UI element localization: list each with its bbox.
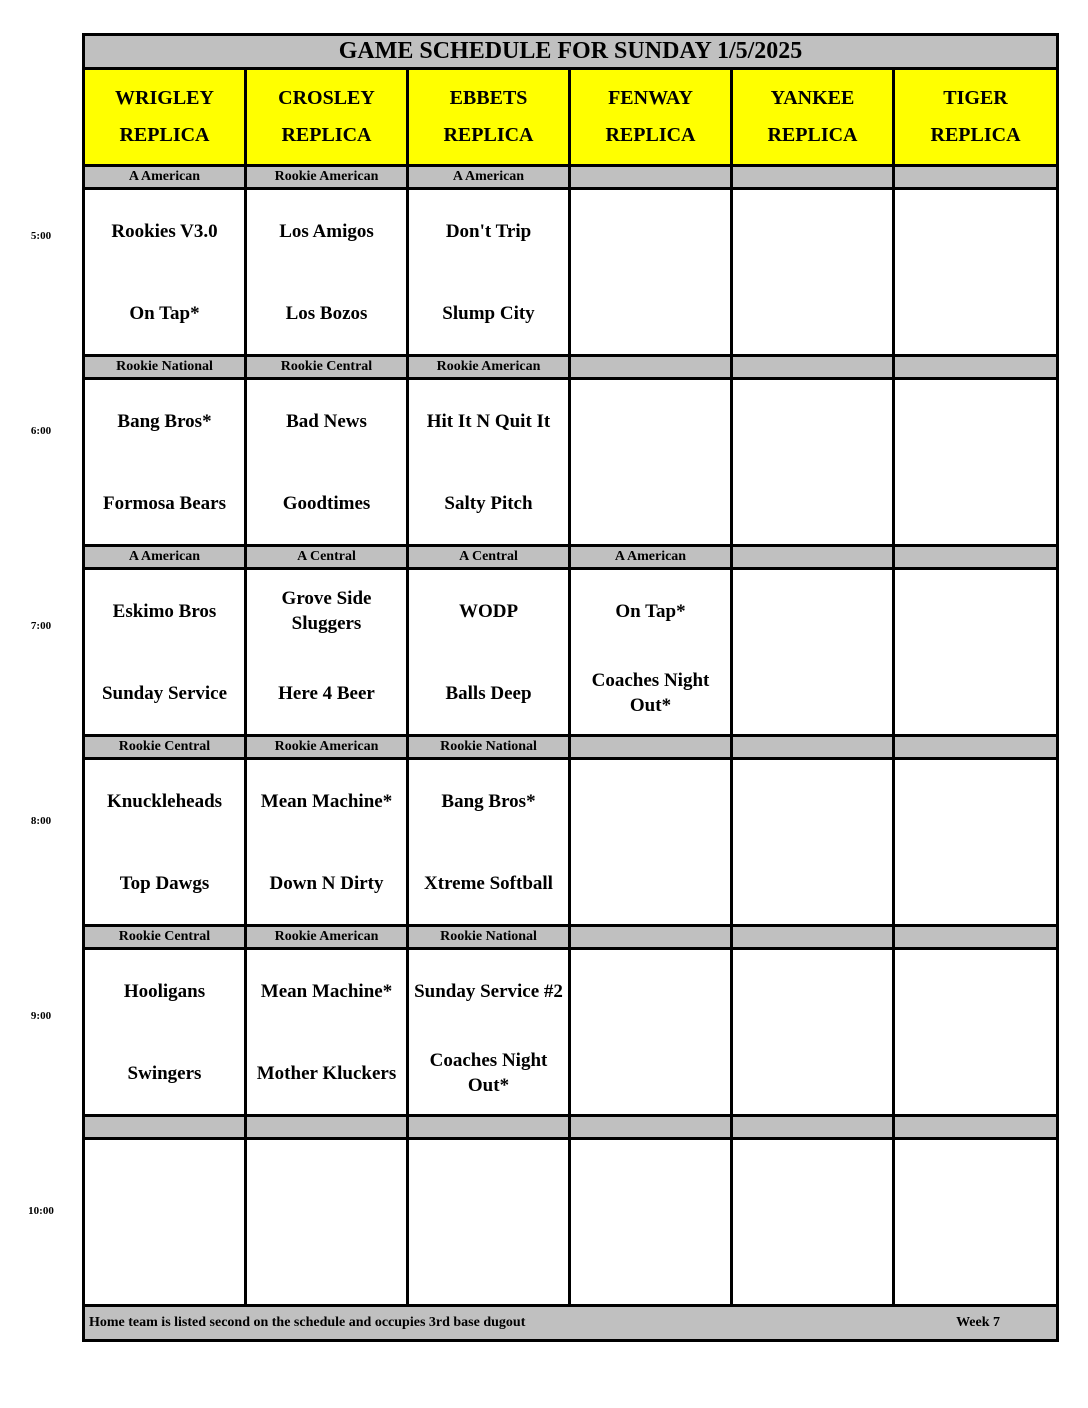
away-team: Grove Side Sluggers (281, 588, 372, 634)
field-header (246, 69, 408, 166)
division-label: Rookie Central (84, 926, 246, 949)
home-team: Top Dawgs (119, 872, 210, 894)
division-label (894, 546, 1058, 569)
footer (84, 1306, 1058, 1341)
home-team (895, 652, 1056, 734)
field-subtitle: REPLICA (767, 124, 858, 146)
away-team (571, 1140, 730, 1222)
field-name: CROSLEY (278, 87, 375, 109)
game-cell (84, 379, 246, 546)
away-team (733, 950, 892, 1032)
home-team (895, 272, 1056, 354)
game-cell (246, 949, 408, 1116)
away-team (571, 950, 730, 1032)
home-team: Coaches Night Out* (591, 670, 710, 716)
division-label (84, 1116, 246, 1139)
away-team (571, 760, 730, 842)
home-team (733, 272, 892, 354)
game-row (84, 379, 1058, 546)
division-label: Rookie American (408, 356, 570, 379)
game-cell (570, 189, 732, 356)
home-team (571, 272, 730, 354)
time-label: 5:00 (30, 230, 52, 242)
game-row (84, 759, 1058, 926)
division-label (732, 926, 894, 949)
home-team: Mother Kluckers (256, 1062, 397, 1084)
home-team: Balls Deep (445, 682, 532, 704)
game-cell (894, 379, 1058, 546)
game-row (84, 949, 1058, 1116)
home-team (733, 652, 892, 734)
home-team (733, 842, 892, 924)
field-header (570, 69, 732, 166)
division-label (732, 356, 894, 379)
game-cell (246, 569, 408, 736)
away-team: Sunday Service #2 (414, 980, 563, 1002)
time-label: 10:00 (28, 1205, 54, 1217)
home-team: Goodtimes (282, 492, 371, 514)
schedule-table (82, 33, 1059, 1342)
game-cell (246, 379, 408, 546)
game-cell (84, 569, 246, 736)
home-team (895, 462, 1056, 544)
game-row (84, 1139, 1058, 1306)
division-label: A American (570, 546, 732, 569)
away-team: Rookies V3.0 (111, 220, 218, 242)
home-team: Slump City (442, 302, 535, 324)
away-team (733, 570, 892, 652)
time-label: 9:00 (30, 1010, 52, 1022)
game-cell (894, 569, 1058, 736)
away-team (85, 1140, 244, 1222)
game-cell (570, 1139, 732, 1306)
home-team (571, 462, 730, 544)
time-label: 6:00 (30, 425, 52, 437)
home-team: Salty Pitch (444, 492, 533, 514)
division-label (570, 736, 732, 759)
game-cell (84, 1139, 246, 1306)
field-name: TIGER (943, 87, 1008, 109)
division-label (732, 166, 894, 189)
footer-note: Home team is listed second on the schedule and occupies 3rd base dugout (89, 1315, 526, 1330)
away-team (895, 950, 1056, 1032)
game-cell (732, 1139, 894, 1306)
away-team (895, 570, 1056, 652)
home-team (247, 1222, 406, 1304)
game-row (84, 189, 1058, 356)
game-cell (894, 189, 1058, 356)
game-cell (732, 569, 894, 736)
game-cell (732, 189, 894, 356)
away-team: Don't Trip (445, 220, 532, 242)
division-label: Rookie National (408, 926, 570, 949)
division-label: A Central (246, 546, 408, 569)
away-team (895, 190, 1056, 272)
game-cell (570, 759, 732, 926)
home-team: Down N Dirty (269, 872, 384, 894)
game-row (84, 569, 1058, 736)
field-name: YANKEE (770, 87, 855, 109)
away-team: Los Amigos (279, 220, 374, 242)
division-label (732, 1116, 894, 1139)
division-row (84, 356, 1058, 379)
division-label: A American (408, 166, 570, 189)
game-cell (732, 949, 894, 1116)
home-team (895, 1222, 1056, 1304)
away-team (895, 1140, 1056, 1222)
division-label: A American (84, 166, 246, 189)
home-team: Sunday Service (101, 682, 228, 704)
game-cell (894, 759, 1058, 926)
division-label (732, 546, 894, 569)
home-team (571, 1222, 730, 1304)
division-label (246, 1116, 408, 1139)
division-label (570, 356, 732, 379)
game-cell (570, 379, 732, 546)
home-team: Formosa Bears (103, 492, 226, 514)
division-label (570, 926, 732, 949)
field-subtitle: REPLICA (119, 124, 210, 146)
field-header (408, 69, 570, 166)
game-cell (84, 759, 246, 926)
home-team (85, 1222, 244, 1304)
division-row (84, 736, 1058, 759)
division-label: Rookie American (246, 166, 408, 189)
away-team: Bang Bros* (117, 410, 212, 432)
away-team (733, 760, 892, 842)
home-team (733, 462, 892, 544)
away-team (409, 1140, 568, 1222)
home-team: Swingers (127, 1062, 202, 1084)
away-team: Mean Machine* (260, 790, 393, 812)
away-team (895, 380, 1056, 462)
division-label: Rookie American (246, 736, 408, 759)
home-team (733, 1222, 892, 1304)
division-label (732, 736, 894, 759)
away-team (733, 190, 892, 272)
game-cell (246, 759, 408, 926)
away-team (733, 1140, 892, 1222)
game-cell (732, 379, 894, 546)
away-team: Knuckleheads (106, 790, 223, 812)
game-cell (84, 949, 246, 1116)
away-team: Eskimo Bros (112, 600, 217, 622)
time-column (0, 0, 82, 1408)
away-team: On Tap* (615, 600, 686, 622)
game-cell (894, 949, 1058, 1116)
away-team (571, 190, 730, 272)
away-team: Bad News (286, 410, 367, 432)
field-header (84, 69, 246, 166)
division-label (894, 736, 1058, 759)
game-cell (246, 1139, 408, 1306)
home-team: Los Bozos (285, 302, 368, 324)
division-label: A Central (408, 546, 570, 569)
division-label (894, 356, 1058, 379)
time-label: 8:00 (30, 815, 52, 827)
game-cell (84, 189, 246, 356)
division-label: Rookie American (246, 926, 408, 949)
division-row (84, 1116, 1058, 1139)
game-cell (570, 569, 732, 736)
division-label (570, 1116, 732, 1139)
game-cell (894, 1139, 1058, 1306)
home-team: On Tap* (129, 302, 200, 324)
away-team (895, 760, 1056, 842)
division-label: Rookie National (84, 356, 246, 379)
home-team: Coaches Night Out* (429, 1050, 548, 1096)
division-label: Rookie Central (246, 356, 408, 379)
division-label (570, 166, 732, 189)
division-row (84, 166, 1058, 189)
division-label (408, 1116, 570, 1139)
home-team (571, 1032, 730, 1114)
division-label (894, 166, 1058, 189)
game-cell (408, 1139, 570, 1306)
field-subtitle: REPLICA (930, 124, 1021, 146)
field-name: WRIGLEY (115, 87, 214, 109)
home-team (733, 1032, 892, 1114)
away-team: Hooligans (123, 980, 206, 1002)
division-label (894, 926, 1058, 949)
game-cell (408, 949, 570, 1116)
home-team: Xtreme Softball (424, 872, 553, 894)
game-cell (570, 949, 732, 1116)
away-team (733, 380, 892, 462)
division-label (894, 1116, 1058, 1139)
division-row (84, 926, 1058, 949)
game-cell (408, 759, 570, 926)
game-cell (246, 189, 408, 356)
home-team (895, 1032, 1056, 1114)
away-team: WODP (458, 600, 519, 622)
field-header (894, 69, 1058, 166)
field-subtitle: REPLICA (605, 124, 696, 146)
division-label: Rookie Central (84, 736, 246, 759)
week-label: Week 7 (956, 1315, 1001, 1330)
division-label: Rookie National (408, 736, 570, 759)
game-cell (408, 189, 570, 356)
game-cell (408, 379, 570, 546)
away-team: Hit It N Quit It (426, 410, 551, 432)
division-row (84, 546, 1058, 569)
away-team (571, 380, 730, 462)
home-team (409, 1222, 568, 1304)
page-title: GAME SCHEDULE FOR SUNDAY 1/5/2025 (84, 35, 1058, 69)
field-name: FENWAY (608, 87, 693, 109)
home-team: Here 4 Beer (278, 682, 375, 704)
game-cell (408, 569, 570, 736)
away-team (247, 1140, 406, 1222)
away-team: Bang Bros* (441, 790, 536, 812)
field-subtitle: REPLICA (443, 124, 534, 146)
field-name: EBBETS (449, 87, 528, 109)
home-team (571, 842, 730, 924)
division-label: A American (84, 546, 246, 569)
away-team: Mean Machine* (260, 980, 393, 1002)
field-subtitle: REPLICA (281, 124, 372, 146)
game-cell (732, 759, 894, 926)
field-header (732, 69, 894, 166)
home-team (895, 842, 1056, 924)
time-label: 7:00 (30, 620, 52, 632)
